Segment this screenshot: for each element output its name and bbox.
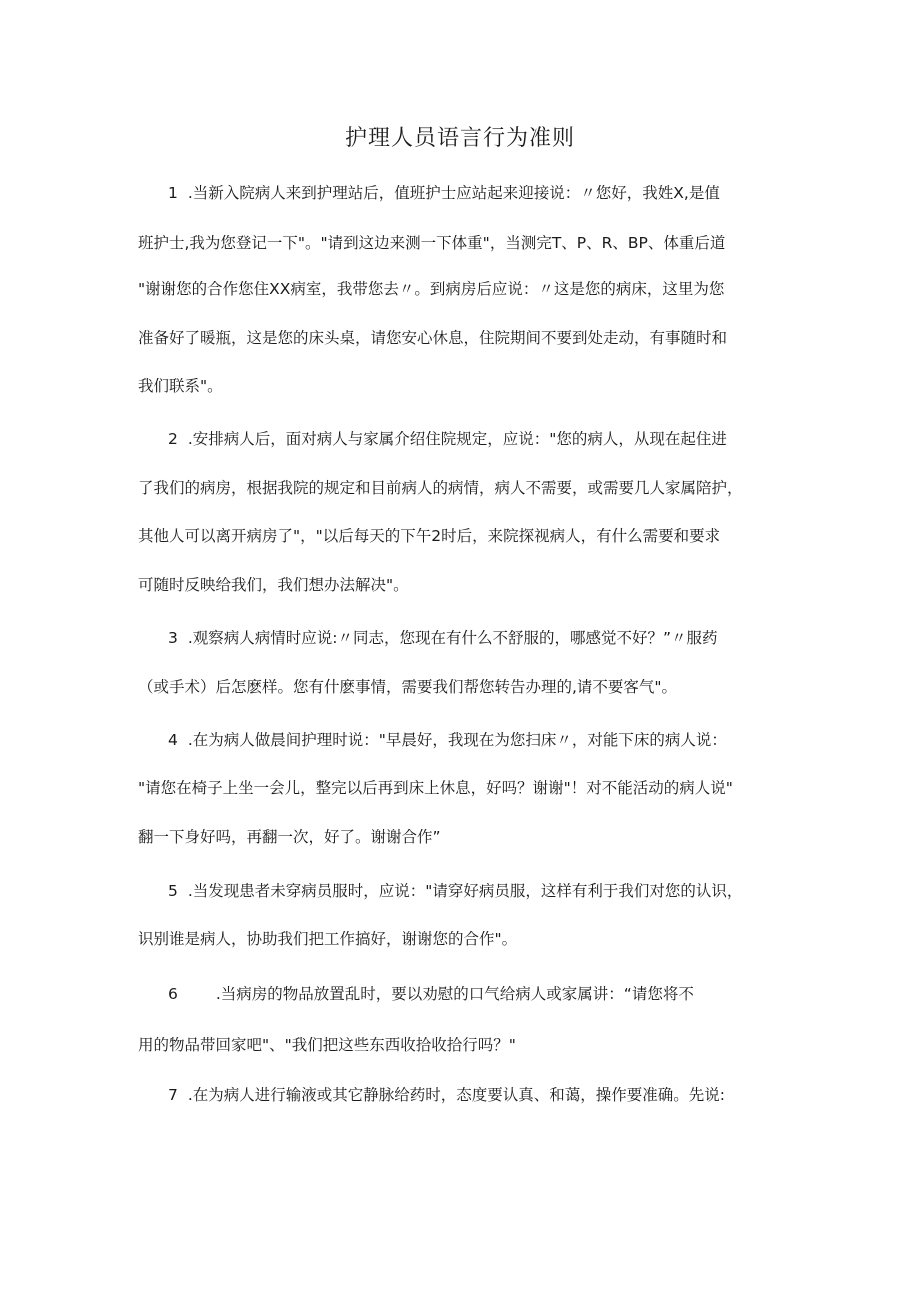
paragraph-1-text: .当新入院病人来到护理站后，值班护士应站起来迎接说：〃您好，我姓X,是值 <box>187 184 720 202</box>
paragraph-4-line-3: 翻一下身好吗，再翻一次，好了。谢谢合作” <box>138 828 441 846</box>
document-title: 护理人员语言行为准则 <box>344 126 575 151</box>
paragraph-5-text: .当发现患者未穿病员服时，应说："请穿好病员服，这样有利于我们对您的认识， <box>187 882 743 900</box>
paragraph-2-line-1 <box>168 427 727 451</box>
paragraph-3-number: 3 <box>168 629 178 647</box>
paragraph-4-number: 4 <box>168 731 178 749</box>
paragraph-6-text: .当病房的物品放置乱时，要以劝慰的口气给病人或家属讲：“请您将不 <box>215 985 694 1003</box>
paragraph-6-line-2: 用的物品带回家吧"、"我们把这些东西收拾收拾行吗？" <box>138 1036 516 1054</box>
paragraph-2-line-2: 了我们的病房，根据我院的规定和目前病人的病情，病人不需要，或需要几人家属陪护， <box>138 479 743 497</box>
paragraph-7-number: 7 <box>168 1086 178 1104</box>
paragraph-3-line-2: （或手术）后怎麽样。您有什麽事情，需要我们帮您转告办理的,请不要客气"。 <box>138 678 678 696</box>
paragraph-3-line-1 <box>168 626 718 650</box>
paragraph-1-line-1 <box>168 181 720 205</box>
paragraph-1-line-4: 准备好了暖瓶，这是您的床头桌，请您安心休息，住院期间不要到处走动，有事随时和 <box>138 329 728 347</box>
paragraph-1-line-3: "谢谢您的合作您住XX病室，我带您去〃。到病房后应说：〃这是您的病床，这里为您 <box>138 280 725 298</box>
paragraph-4-line-2: "请您在椅子上坐一会儿，整完以后再到床上休息，好吗？谢谢"！对不能活动的病人说" <box>138 779 733 797</box>
paragraph-1-line-2: 班护士,我为您登记一下"。"请到这边来测一下体重"，当测完T、P、R、BP、体重后道 <box>138 234 726 252</box>
paragraph-2-text: .安排病人后，面对病人与家属介绍住院规定，应说："您的病人，从现在起住进 <box>187 430 727 448</box>
paragraph-6-line-1 <box>168 982 694 1006</box>
paragraph-5-line-2: 识别谁是病人，协助我们把工作搞好，谢谢您的合作"。 <box>138 930 518 948</box>
paragraph-2-line-4: 可随时反映给我们，我们想办法解决"。 <box>138 576 409 594</box>
paragraph-4-line-1 <box>168 728 727 752</box>
paragraph-6-number: 6 <box>168 985 178 1003</box>
paragraph-4-text: .在为病人做晨间护理时说："早晨好，我现在为您扫床〃，对能下床的病人说： <box>187 731 727 749</box>
paragraph-1-number: 1 <box>168 184 178 202</box>
paragraph-7-text: .在为病人进行输液或其它静脉给药时，态度要认真、和蔼，操作要准确。先说: <box>187 1086 726 1104</box>
paragraph-2-line-3: 其他人可以离开病房了"，"以后每天的下午2时后，来院探视病人，有什么需要和要求 <box>138 527 721 545</box>
paragraph-3-text: .观察病人病情时应说:〃同志，您现在有什么不舒服的，哪感觉不好？”〃服药 <box>187 629 718 647</box>
paragraph-5-number: 5 <box>168 882 178 900</box>
paragraph-7-line-1 <box>168 1083 725 1107</box>
paragraph-2-number: 2 <box>168 430 178 448</box>
paragraph-5-line-1 <box>168 879 742 903</box>
paragraph-1-line-5: 我们联系"。 <box>138 377 223 395</box>
